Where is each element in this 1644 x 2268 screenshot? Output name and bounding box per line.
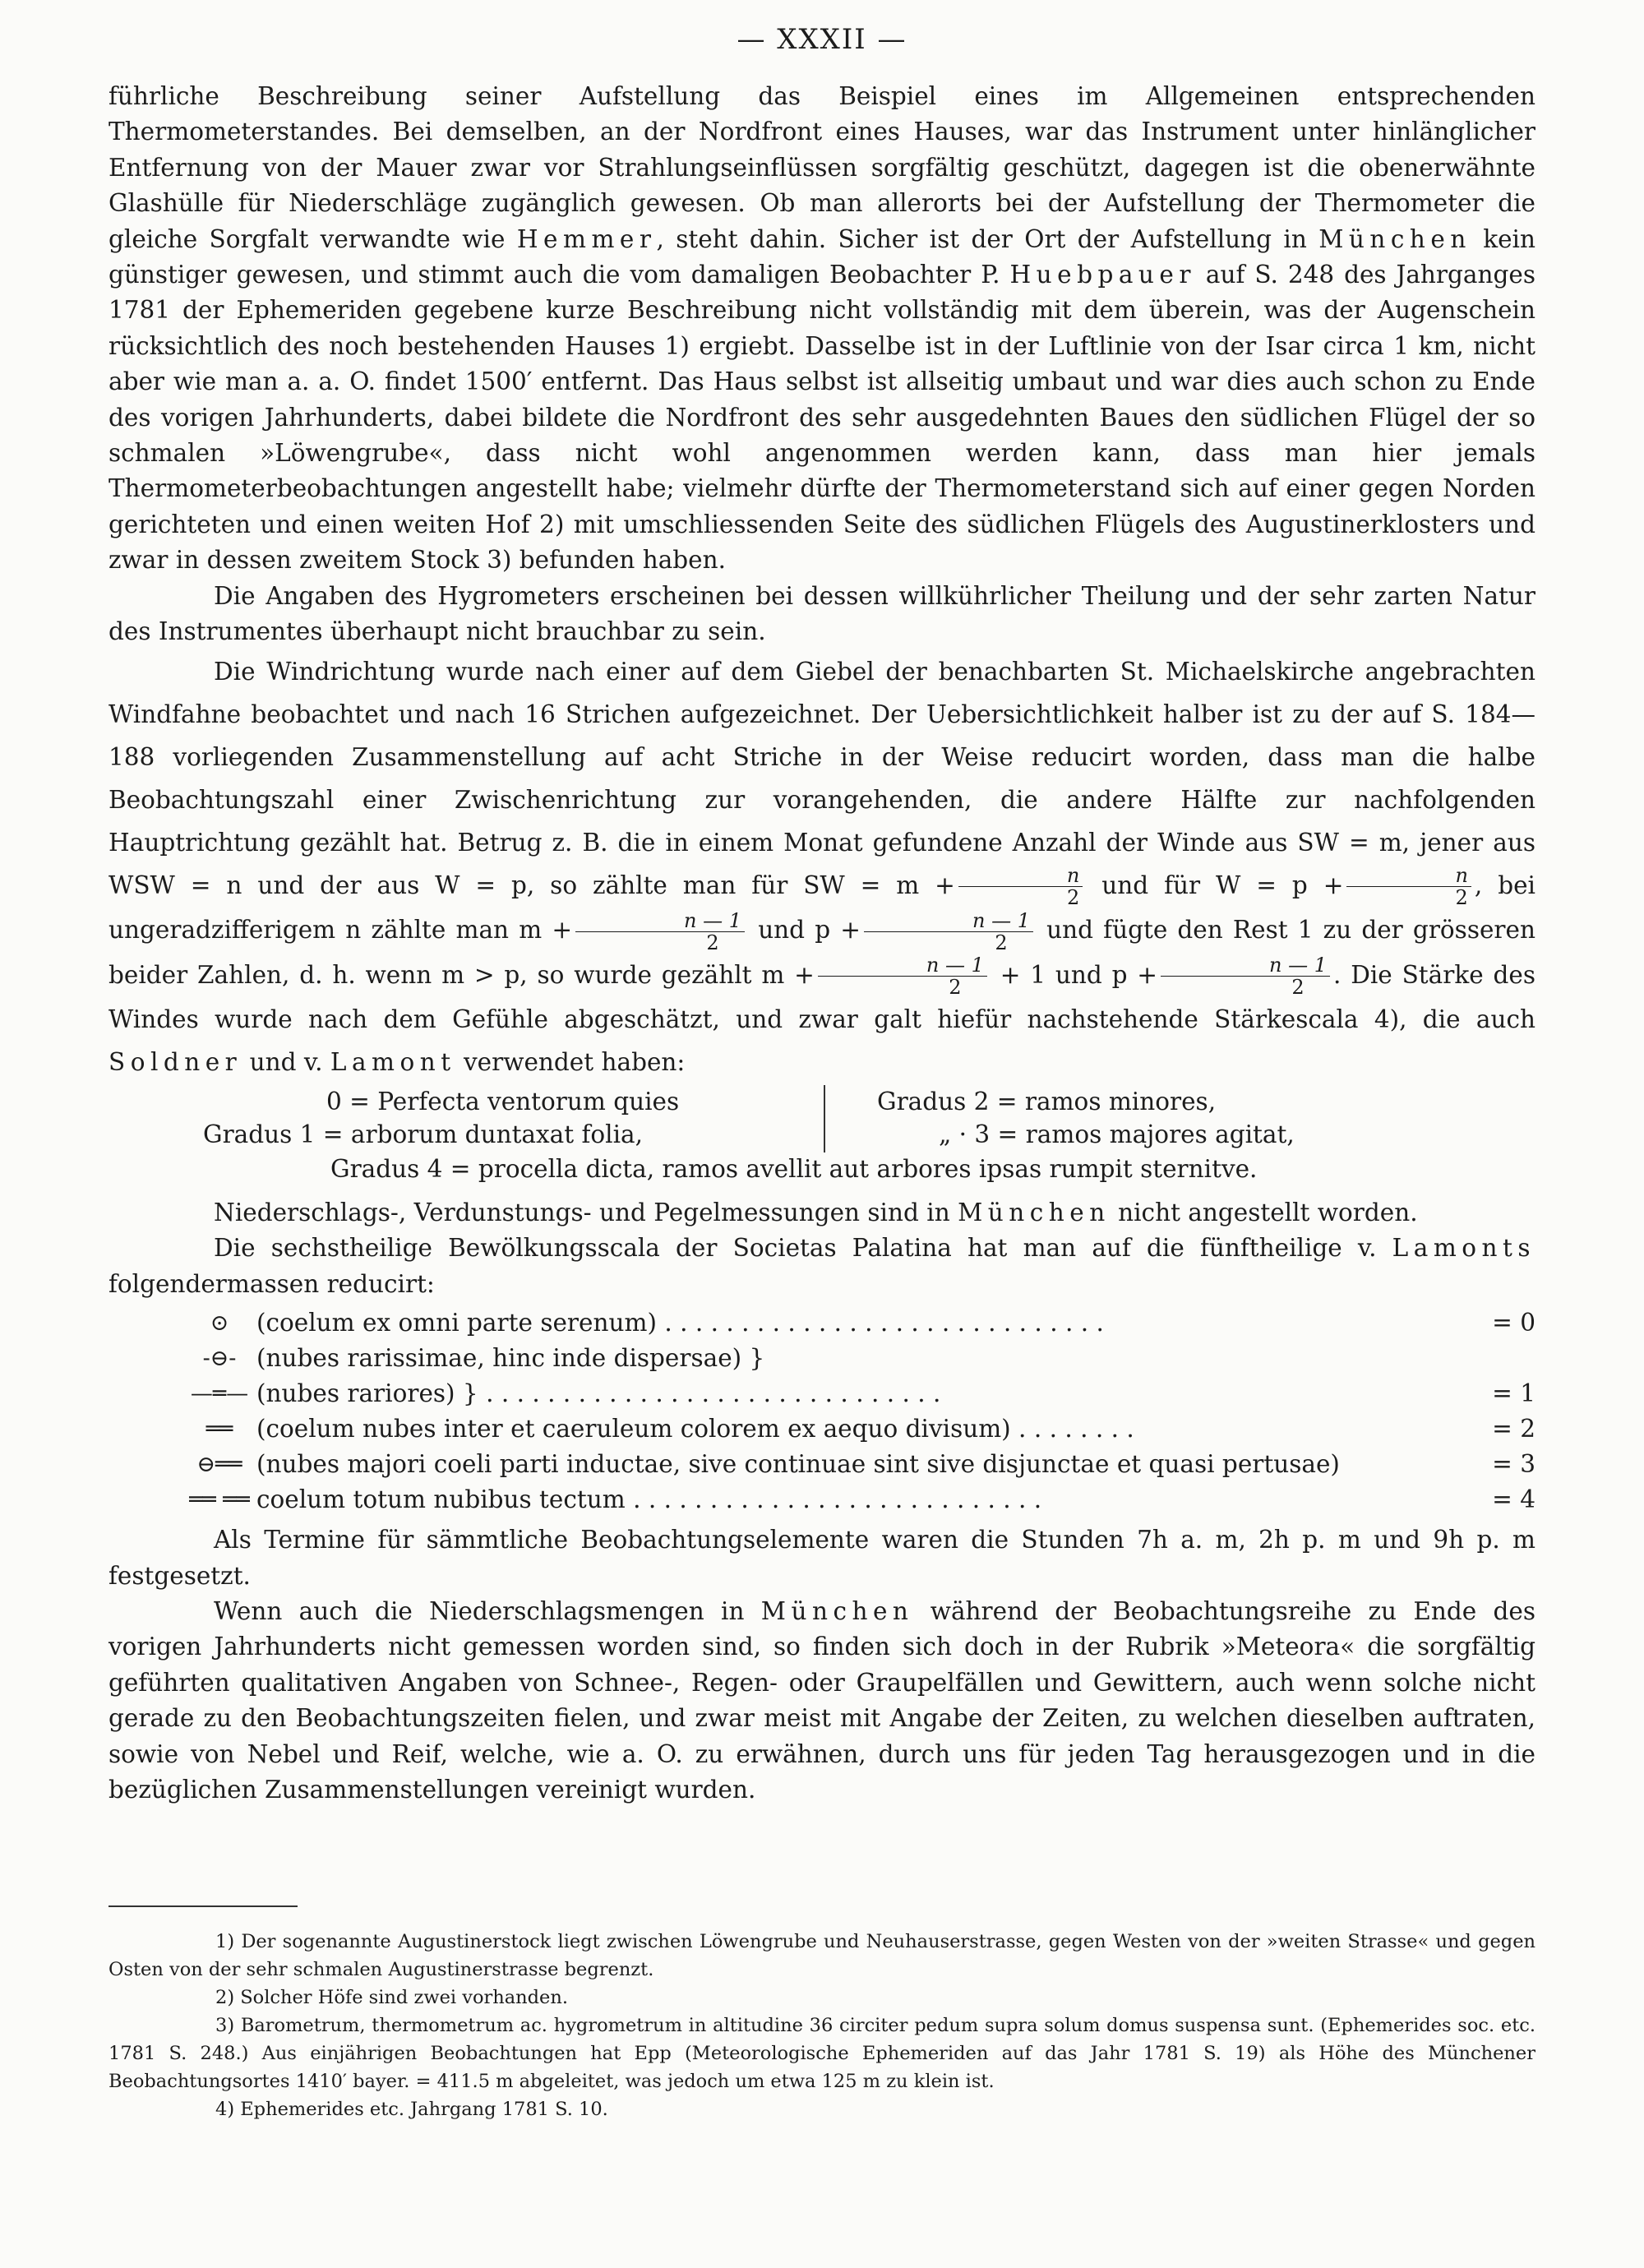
main-text [109, 79, 1535, 1808]
wind-scale-4: Gradus 4 = procella dicta, ramos avellit aut arbores ipsas rumpit sternitve. [330, 1155, 1258, 1183]
fraction: $\frac{n}{2}$ [1346, 865, 1471, 908]
paragraph-6: Als Termine für sämmtliche Beobachtungselemente waren die Stunden 7h a. m, 2h p. m und 9h p. m festgesetzt. [109, 1526, 1535, 1590]
wind-scale-1: Gradus 1 = arborum duntaxat folia, [203, 1120, 643, 1148]
paragraph-5: Die sechstheilige Bewölkungsscala der Societas Palatina hat man auf die fünftheilige v. Lamonts folgendermassen reducirt: [109, 1234, 1535, 1298]
footnote-1: 1) Der sogenannte Augustinerstock liegt zwischen Löwengrube und Neuhauserstrasse, gegen Westen von der »weiten Strasse« und gegen Osten von der sehr schmalen Augustinerstrasse begrenzt. [109, 1931, 1535, 1980]
footnote-rule [109, 1905, 298, 1907]
wind-scale-3: „ · 3 = ramos majores agitat, [939, 1120, 1295, 1148]
wind-scale-2: Gradus 2 = ramos minores, [877, 1088, 1217, 1116]
mostly-cloudy-icon: ⊖══ [196, 1452, 242, 1478]
fraction: $\frac{n — 1}{2}$ [575, 910, 745, 954]
cloud-row: ⊙ (coelum ex omni parte serenum) . . . . . . . . . . . . . . . . . . . . . . . . . . . . . = 0 [182, 1305, 1535, 1341]
cloud-row: ══ (coelum nubes inter et caeruleum colorem ex aequo divisum) . . . . . . . . = 2 [182, 1411, 1535, 1447]
paragraph-1: führliche Beschreibung seiner Aufstellung das Beispiel eines im Allgemeinen entsprechenden Thermometerstandes. Bei demselben, an der Nordfront eines Hauses, war das Instrument unter hinlänglicher Entfernung von der Mauer zwar vor Strahlungseinflüssen sorgfältig geschützt, dagegen ist die obenerwähnte Glashülle für Niederschläge zugänglich gewesen. Ob man allerorts bei der Aufstellung der Thermometer die gleiche Sorgfalt verwandte wie Hemmer, steht dahin. Sicher ist der Ort der Aufstellung in München kein günstiger gewesen, und stimmt auch die vom damaligen Beobachter P. Huebpauer auf S. 248 des Jahrganges 1781 der Ephemeriden gegebene kurze Beschreibung nicht vollständig mit dem überein, was der Augenschein rücksichtlich des noch bestehenden Hauses 1) ergiebt. Dasselbe ist in der Luftlinie von der Isar circa 1 km, nicht aber wie man a. a. O. findet 1500′ entfernt. Das Haus selbst ist allseitig umbaut und war dies auch schon zu Ende des vorigen Jahrhunderts, dabei bildete die Nordfront des sehr ausgedehnten Baues den südlichen Flügel der so schmalen »Löwengrube«, dass nicht wohl angenommen werden kann, dass man hier jemals Thermometerbeobachtungen angestellt habe; vielmehr dürfte der Thermometerstand sich auf einer gegen Norden gerichteten und einen weiten Hof 2) mit umschliessenden Seite des südlichen Flügels des Augustinerklosters und zwar in dessen zweitem Stock 3) befunden haben. [109, 82, 1535, 575]
place-name: München [1318, 224, 1471, 253]
observer-name: Huebpauer [1009, 261, 1196, 289]
wind-scale [109, 1083, 1535, 1189]
page-number: — XXXII — [737, 23, 907, 56]
paragraph-3: Die Windrichtung wurde nach einer auf dem Giebel der benachbarten St. Michaelskirche angebrachten Windfahne beobachtet und nach 16 Strichen aufgezeichnet. Der Uebersichtlichkeit halber ist zu der auf S. 184—188 vorliegenden Zusammenstellung auf acht Striche in der Weise reducirt worden, dass man die halbe Beobachtungszahl einer Zwischenrichtung zur vorangehenden, die andere Hälfte zur nachfolgenden Hauptrichtung gezählt hat. Betrug z. B. die in einem Monat gefundene Anzahl der Winde aus SW = m, jener aus WSW = n und der aus W = p, so zählte man für SW = m + $\frac{n}{2}$ und für W = p + $\frac{n}{2}$ , bei ungeradzifferigem n zählte man m + $\frac{n — 1}{2}$ und p + $\frac{n — 1}{2}$ und fügte den Rest 1 zu der grösseren beider Zahlen, d. h. wenn m > p, so wurde gezählt m + $\frac{n — 1}{2}$ + 1 und p + $\frac{n — 1}{2}$ . Die Stärke des Windes wurde nach dem Gefühle abgeschätzt, und zwar galt hiefür nachstehende Stärkescala 4), die auch Soldner und v. Lamont verwendet haben: [109, 657, 1535, 1076]
author-name: Lamont [330, 1048, 456, 1076]
cloud-row: —═— (nubes rariores) } . . . . . . . . . . . . . . . . . . . . . . . . . . . . . . = 1 [182, 1376, 1535, 1411]
footnote-2: 2) Solcher Höfe sind zwei vorhanden. [215, 1987, 569, 2008]
place-name: München [760, 1597, 914, 1626]
place-name: München [958, 1199, 1111, 1226]
paragraph-7: Wenn auch die Niederschlagsmengen in München während der Beobachtungsreihe zu Ende des vorigen Jahrhunderts nicht gemessen worden sind, so finden sich doch in der Rubrik »Meteora« die sorgfältig geführten qualitativen Angaben von Schnee-, Regen- oder Graupelfällen und Gewittern, auch wenn solche nicht gerade zu den Beobachtungszeiten fielen, und zwar meist mit Angabe der Zeiten, zu welchen dieselben auftraten, sowie von Nebel und Reif, welche, wie a. O. zu erwähnen, durch uns für jeden Tag herausgezogen und in die bezüglichen Zusammenstellungen vereinigt wurden. [109, 1597, 1535, 1804]
divider [824, 1085, 825, 1152]
fraction: $\frac{n — 1}{2}$ [1161, 954, 1330, 998]
half-clouds-icon: ══ [206, 1416, 233, 1443]
cloud-row: ══ ══ coelum totum nubibus tectum . . . . . . . . . . . . . . . . . . . . . . . . . . . = 4 [182, 1482, 1535, 1517]
author-name: Soldner [109, 1048, 242, 1076]
overcast-icon: ══ ══ [189, 1487, 250, 1513]
cloud-scale [109, 1305, 1535, 1517]
cloud-row: ⊖══ (nubes majori coeli parti inductae, sive continuae sint sive disjunctae et quasi pertusae) = 3 [182, 1447, 1535, 1482]
paragraph-4: Niederschlags-, Verdunstungs- und Pegelmessungen sind in München nicht angestellt worden. [214, 1199, 1418, 1226]
fraction: $\frac{n — 1}{2}$ [818, 954, 987, 998]
few-clouds-icon: —═— [190, 1381, 249, 1407]
paragraph-2: Die Angaben des Hygrometers erscheinen bei dessen willkührlicher Theilung und der sehr zarten Natur des Instrumentes überhaupt nicht brauchbar zu sein. [109, 581, 1535, 646]
author-name: Hemmer [516, 224, 657, 253]
footnote-4: 4) Ephemerides etc. Jahrgang 1781 S. 10. [215, 2099, 608, 2120]
footnotes [109, 1928, 1535, 2123]
fraction: $\frac{n}{2}$ [958, 865, 1083, 908]
footnote-3: 3) Barometrum, thermometrum ac. hygrometrum in altitudine 36 circiter pedum supra solum domus suspensa sunt. (Ephemerides soc. etc. 1781 S. 248.) Aus einjährigen Beobachtungen hat Epp (Meteorologische Ephemeriden auf das Jahr 1781 S. 19) als Höhe des Münchener Beobachtungsortes 1410′ bayer. = 411.5 m abgeleitet, was jedoch um etwa 125 m zu klein ist. [109, 2015, 1535, 2092]
cloud-row: -⊖- (nubes rarissimae, hinc inde dispersae) } [182, 1341, 1535, 1376]
wind-scale-0: 0 = Perfecta ventorum quies [326, 1088, 680, 1116]
fraction: $\frac{n — 1}{2}$ [864, 910, 1033, 954]
sparse-clouds-icon: -⊖- [202, 1346, 237, 1372]
author-name: Lamonts [1392, 1234, 1535, 1263]
clear-sky-icon: ⊙ [210, 1310, 229, 1337]
